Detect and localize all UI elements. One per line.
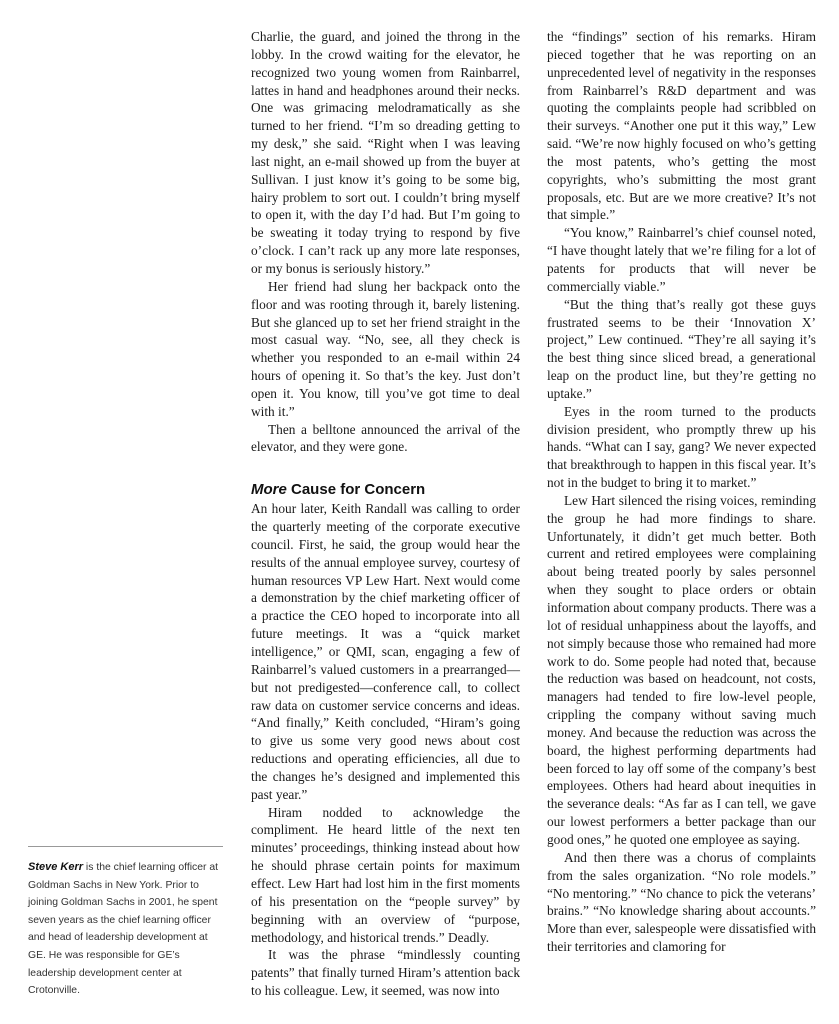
paragraph: the “findings” section of his remarks. Hiram pieced together that he was reporting on an unprecedented level of negativity in the responses from Rainbarrel’s R&D department and was quoting the complaints people had scribbled on their surveys. “Another one put it this way,” Lew said. “We’re now highly focused on who’s getting the most patents, who’s getting the most copyrights, who’s submitting the most grant proposals, etc. But are we more creative? It’s not that simple.” [547, 29, 816, 223]
paragraph: Charlie, the guard, and joined the throng in the lobby. In the crowd waiting for the elevator, he recognized two young women from Rainbarrel, lattes in hand and headphones around their necks. One was grimacing melodramatically as she turned to her friend. “I’m so dreading getting to my desk,” she said. “Right when I was leaving last night, an e-mail showed up from the buyer at Sullivan. I just know it’s going to be some big, hairy problem to sort out. I couldn’t bring myself to open it, with the day I’d had. But I’m going to be sweating it today trying to respond by five o’clock. I can’t rack up any more late responses, or my bonus is seriously history.” [251, 29, 520, 276]
paragraph: An hour later, Keith Randall was calling to order the quarterly meeting of the corporate executive council. First, he said, the group would hear the results of the annual employee survey, courtesy of human resources VP Lew Hart. Next would come a demonstration by the chief marketing officer of a practice the CEO hoped to incorporate into all future meetings. It was a “quick market intelligence,” or QMI, scan, engaging a few of Rainbarrel’s valued customers in a prearranged—but not predigested—conference call, to collect raw data on customer service concerns and ideas. “And finally,” Keith concluded, “Hiram’s going to give us some very good news about cost reductions and operating efficiencies, all due to the changes he’s designed and implemented this past year.” [251, 501, 520, 802]
text-column-left [251, 28, 520, 1000]
paragraph: Lew Hart silenced the rising voices, reminding the group he had more findings to share. Unfortunately, it didn’t get much better. Both current and retired employees were complaining about being treated poorly by sales personnel when they sought to place orders or obtain information about company products. There was a lot of residual unhappiness about the layoffs, and not simply because those who remained had more work to do. Some people had noted that, because the reduction was based on headcount, not costs, managers had tended to fire low-level people, crippling the company without saving much money. And because the reduction was across the board, the highest performing departments had been forced to lay off some of the company’s best employees. Others had heard about inequities in the severance deals: “As far as I can tell, we gave our lowest performers a better package than our good ones,” he quoted one employee as saying. [547, 492, 816, 847]
paragraph: Then a belltone announced the arrival of the elevator, and they were gone. [251, 421, 520, 455]
author-bio-sidebar [28, 846, 223, 1000]
paragraph: And then there was a chorus of complaints from the sales organization. “No role models.” “No mentoring.” “No chance to pick the veterans’ brains.” “No knowledge sharing about accounts.” More than ever, salespeople were dissatisfied with their territories and clamoring for [547, 849, 816, 955]
author-bio: is the chief learning officer at Goldman Sachs in New York. Prior to joining Goldman Sachs in 2001, he spent seven years as the chief learning officer and head of leadership development at GE. He was responsible for GE’s leadership development center at Crotonville. [28, 862, 219, 997]
paragraph: Her friend had slung her backpack onto the floor and was rooting through it, barely listening. But she glanced up to set her friend straight in the most casual way. “No, see, all they check is whether you responded to an e-mail within 24 hours of opening it. So that’s the key. Just don’t open it. You know, till you’ve got time to deal with it.” [251, 278, 520, 419]
section-gap [251, 456, 520, 474]
section-heading-text: Cause for Concern [286, 481, 426, 499]
paragraph: Hiram nodded to acknowledge the compliment. He heard little of the next ten minutes’ proceedings, thinking instead about how he should phrase certain points for maximum effect. Lew Hart had lost him in the first moments of his presentation on the “people survey” by beginning with an overview of “purpose, methodology, and historical trends.” Deadly. [251, 804, 520, 945]
text-column-right [547, 28, 816, 956]
paragraph: It was the phrase “mindlessly counting patents” that finally turned Hiram’s attention back to his colleague. Lew, it seemed, was now into [251, 947, 520, 999]
paragraph: “But the thing that’s really got these guys frustrated seems to be their ‘Innovation X’ project,” Lew continued. “They’re all saying it’s the best thing since sliced bread, a generational leap on the product line, but they’re getting no uptake.” [547, 296, 816, 401]
paragraph: “You know,” Rainbarrel’s chief counsel noted, “I have thought lately that we’re filing for a lot of patents for products that will never be commercially viable.” [547, 225, 816, 294]
author-name: Steve Kerr [28, 861, 84, 873]
section-heading [251, 480, 520, 500]
paragraph: Eyes in the room turned to the products division president, who promptly threw up his hands. “What can I say, gang? We never expected that breakthrough to happen in this fiscal year. It’s not in the budget to bring it to market.” [547, 403, 816, 491]
section-heading-emphasis: More [251, 481, 287, 499]
